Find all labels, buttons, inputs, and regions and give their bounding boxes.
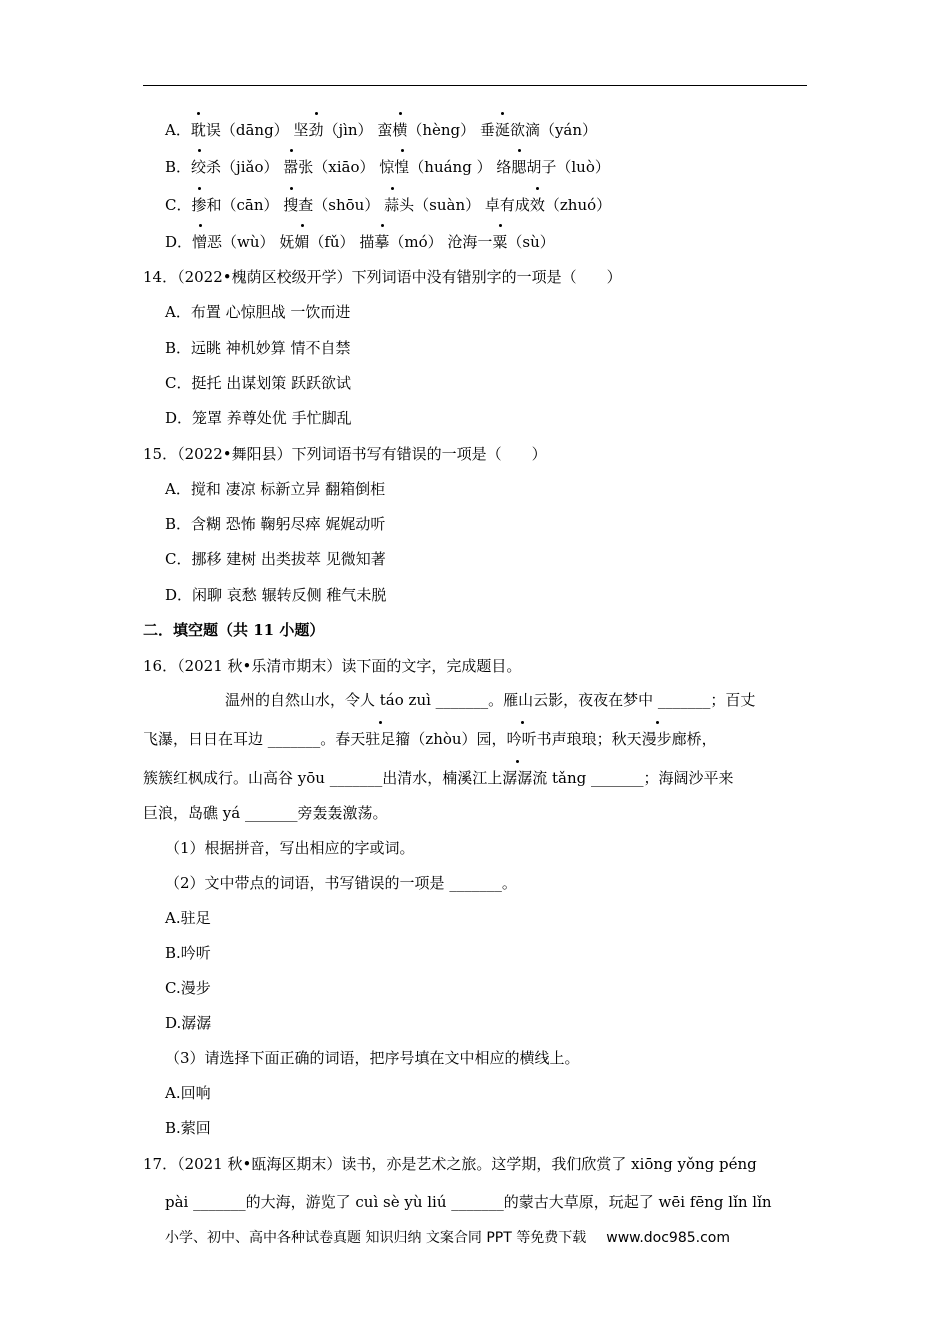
- header-rule: [143, 85, 807, 86]
- section-heading: 二．填空题（共 11 小题）: [143, 621, 325, 639]
- q16-passage-line-3: 簇簇红枫成行。山高谷 yōu _______出清水，楠溪江上潺潺流 tǎng _______；海阔沙平来: [143, 769, 734, 787]
- q16-sub-question-3: （3）请选择下面正确的词语，把序号填在文中相应的横线上。: [165, 1049, 580, 1067]
- q17-line-1: 17．（2021 秋•瓯海区期末）读书，亦是艺术之旅。这学期，我们欣赏了 xiōng yǒng péng: [143, 1155, 757, 1173]
- q16-passage-line-2: 飞瀑，日日在耳边 _______。春天驻足籀（zhòu）园，吟听书声琅琅；秋天漫步廊桥，: [143, 730, 717, 748]
- q15-option-c: C．挪移 建树 出类拔萃 见微知著: [165, 550, 386, 568]
- q16-sub2-option-b: B.吟听: [165, 944, 211, 962]
- q16-sub3-option-a: A.回响: [165, 1084, 211, 1102]
- q16-sub2-option-d: D.潺潺: [165, 1014, 212, 1032]
- q13-option-a: A．耽误（dāng） 坚劲（jìn） 蛮横（hèng） 垂涎欲滴（yán）: [165, 121, 598, 139]
- q13-option-c: C．掺和（cān） 搜查（shōu） 蒜头（suàn） 卓有成效（zhuó）: [165, 196, 612, 214]
- q16-sub2-option-c: C.漫步: [165, 979, 211, 997]
- q14-option-c: C．挺托 出谋划策 跃跃欲试: [165, 374, 352, 392]
- q14-option-d: D．笼罩 养尊处优 手忙脚乱: [165, 409, 352, 427]
- q16-sub3-option-b: B.萦回: [165, 1119, 211, 1137]
- q14-option-b: B．远眺 神机妙算 情不自禁: [165, 339, 351, 357]
- q16-passage-line-4: 巨浪，岛礁 yá _______旁轰轰激荡。: [143, 804, 388, 822]
- q16-sub-question-2: （2）文中带点的词语，书写错误的一项是 _______。: [165, 874, 517, 892]
- q15-option-b: B．含糊 恐怖 鞠躬尽瘁 娓娓动听: [165, 515, 386, 533]
- q13-option-d: D．憎恶（wù） 妩媚（fǔ） 描摹（mó） 沧海一粟（sù）: [165, 233, 555, 251]
- q17-line-2: pài _______的大海，游览了 cuì sè yù liú _______的蒙古大草原，玩起了 wēi fēng lǐn lǐn: [165, 1193, 772, 1211]
- q16-sub2-option-a: A.驻足: [165, 909, 211, 927]
- q14-stem: 14．（2022•槐荫区校级开学）下列词语中没有错别字的一项是（ ）: [143, 268, 622, 286]
- footer-url[interactable]: www.doc985.com: [606, 1230, 730, 1246]
- q15-option-d: D．闲聊 哀愁 辗转反侧 稚气未脱: [165, 586, 387, 604]
- q16-sub-question-1: （1）根据拼音，写出相应的字或词。: [165, 839, 415, 857]
- footer: [165, 1227, 730, 1247]
- q14-option-a: A．布置 心惊胆战 一饮而进: [165, 303, 351, 321]
- q15-stem: 15．（2022•舞阳县）下列词语书写有错误的一项是（ ）: [143, 445, 547, 463]
- q16-passage-line-1: 温州的自然山水，令人 táo zuì _______。雁山云影，夜夜在梦中 _______；百丈: [225, 691, 756, 709]
- q13-option-b: B．绞杀（jiǎo） 嚣张（xiāo） 惊惶（huáng ） 络腮胡子（luò）: [165, 158, 610, 176]
- q15-option-a: A．搅和 凄凉 标新立异 翻箱倒柜: [165, 480, 386, 498]
- footer-text: 小学、初中、高中各种试卷真题 知识归纳 文案合同 PPT 等免费下载: [165, 1230, 587, 1246]
- q16-stem: 16．（2021 秋•乐清市期末）读下面的文字，完成题目。: [143, 657, 522, 675]
